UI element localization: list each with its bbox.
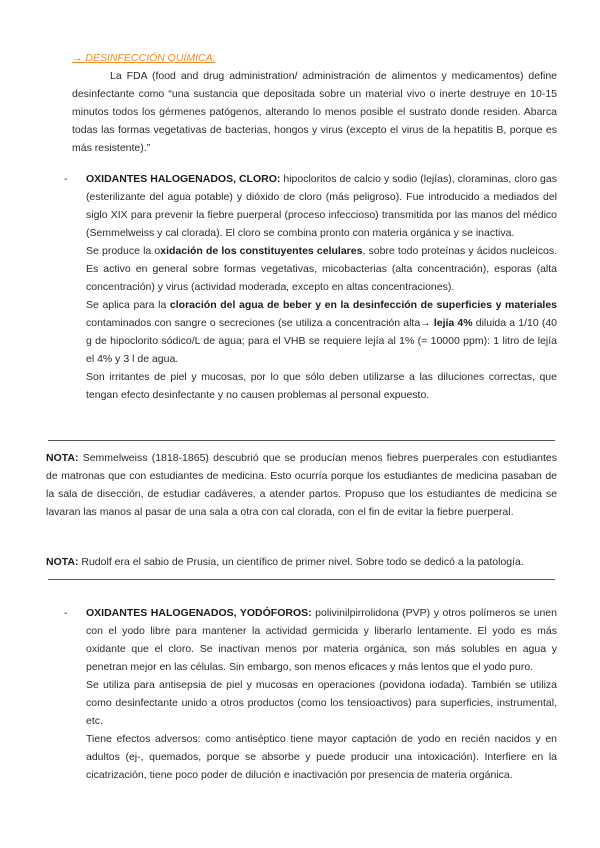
- list-item-cloro: [64, 170, 557, 404]
- note-text: Semmelweiss (1818-1865) descubrió que se producían menos fiebres puerperales con estudiantes de matronas que con estudiantes de medicina. Esto ocurría porque los estudiantes de medicina pasaban de la sala de disección, de estudiar cadáveres, a atender partos. Propuso que los estudiantes de medicina se lavaran las manos al pasar de una sala a otra con cal clorada, con el fin de evitar la fiebre puerperal.: [46, 452, 557, 518]
- section-title: → DESINFECCIÓN QUÍMICA:: [72, 52, 216, 64]
- list-item-yodoforos: [64, 604, 557, 784]
- yodo-uses-paragraph: Se utiliza para antisepsia de piel y mucosas en operaciones (povidona iodada). También se utiliza como desinfectante unido a otros productos (como los tensioactivos) para superficies, instrumental, etc.: [86, 679, 557, 727]
- list-bullet: -: [64, 607, 68, 619]
- divider: [48, 579, 555, 580]
- note-label: NOTA:: [46, 452, 79, 464]
- note-label: NOTA:: [46, 556, 79, 568]
- bold-text: xidación de los constituyentes celulares: [160, 245, 363, 257]
- fda-definition-paragraph: [72, 67, 557, 157]
- list-item-body: [86, 170, 557, 404]
- yodo-title: OXIDANTES HALOGENADOS, YODÓFOROS:: [86, 607, 312, 619]
- text-run: diluida a 1/10 (40 g de hipoclorito sódico/L de agua; para el VHB se requiere lejía al 1% (= 10000 ppm): 1 litro de lejía el 4% y 3 l de agua.: [86, 317, 557, 365]
- cloro-intro-text: hipocloritos de calcio y sodio (lejías), cloraminas, cloro gas (esterilizante del agua potable) y dióxido de cloro (más peligroso). Fue introducido a mediados del siglo XIX para prevenir la fiebre puerperal (proceso infeccioso) transmitida por las manos del médico (Semmelweiss y cal clorada). El cloro se combina pronto con materia orgánica y se inactiva.: [86, 173, 557, 239]
- bold-text: cloración del agua de beber y en la desinfección de superficies y materiales: [169, 299, 557, 311]
- cloro-intro-paragraph: [86, 170, 557, 242]
- note-rudolf: [46, 553, 557, 571]
- list-item-body: [86, 604, 557, 784]
- text-run: , sobre todo proteínas y ácidos nucleicos. Es activo en general sobre formas vegetativas, micobacterias (alta concentración), esporas (alta concentración) y virus (actividad moderada, excepto en altas concentraciones).: [86, 245, 557, 293]
- bold-text: lejía 4%: [433, 317, 473, 329]
- text-run: Se aplica para la: [86, 299, 170, 311]
- cloro-title: OXIDANTES HALOGENADOS, CLORO:: [86, 173, 281, 185]
- cloro-mechanism-paragraph: [86, 242, 557, 296]
- text-run: Se produce la o: [86, 245, 161, 257]
- cloro-application-paragraph: [86, 296, 557, 368]
- list-bullet: -: [64, 173, 68, 185]
- text-run: contaminados con sangre o secreciones (se utiliza a concentración alta→: [86, 317, 434, 329]
- yodo-intro-paragraph: [86, 604, 557, 676]
- note-semmelweiss: [46, 449, 557, 521]
- yodo-intro-text: polivinilpirrolidona (PVP) y otros polímeros se unen con el yodo libre para mantener la actividad germicida y liberarlo lentamente. El yodo es más oxidante que el cloro. Se inactivan menos por materia orgánica, son más solubles en agua y penetran mejor en las células. Sin embargo, son menos eficaces y más lentos que el yodo puro.: [86, 607, 557, 673]
- cloro-irritants-paragraph: Son irritantes de piel y mucosas, por lo que sólo deben utilizarse a las diluciones correctas, que tengan efecto desinfectante y no causen problemas al personal expuesto.: [86, 371, 557, 401]
- yodo-adverse-paragraph: Tiene efectos adversos: como antiséptico tiene mayor captación de yodo en recién nacidos y en adultos (ej-, quemados, porque se absorbe y puede producir una intoxicación). Interfiere en la cicatrización, tiene poco poder de dilución e inactivación por presencia de materia orgánica.: [86, 733, 557, 781]
- note-text: Rudolf era el sabio de Prusia, un científico de primer nivel. Sobre todo se dedicó a la patología.: [78, 556, 524, 568]
- divider: [48, 440, 555, 441]
- fda-definition-text: La FDA (food and drug administration/ administración de alimentos y medicamentos) define desinfectante como “una sustancia que depositada sobre un material vivo o inerte destruye en 10-15 minutos todos los gérmenes patógenos, alterando lo menos posible el sustrato donde residen. Abarca todas las formas vegetativas de bacterias, hongos y virus (excepto el virus de la hepatitis B, porque es más resistente).”: [72, 70, 557, 154]
